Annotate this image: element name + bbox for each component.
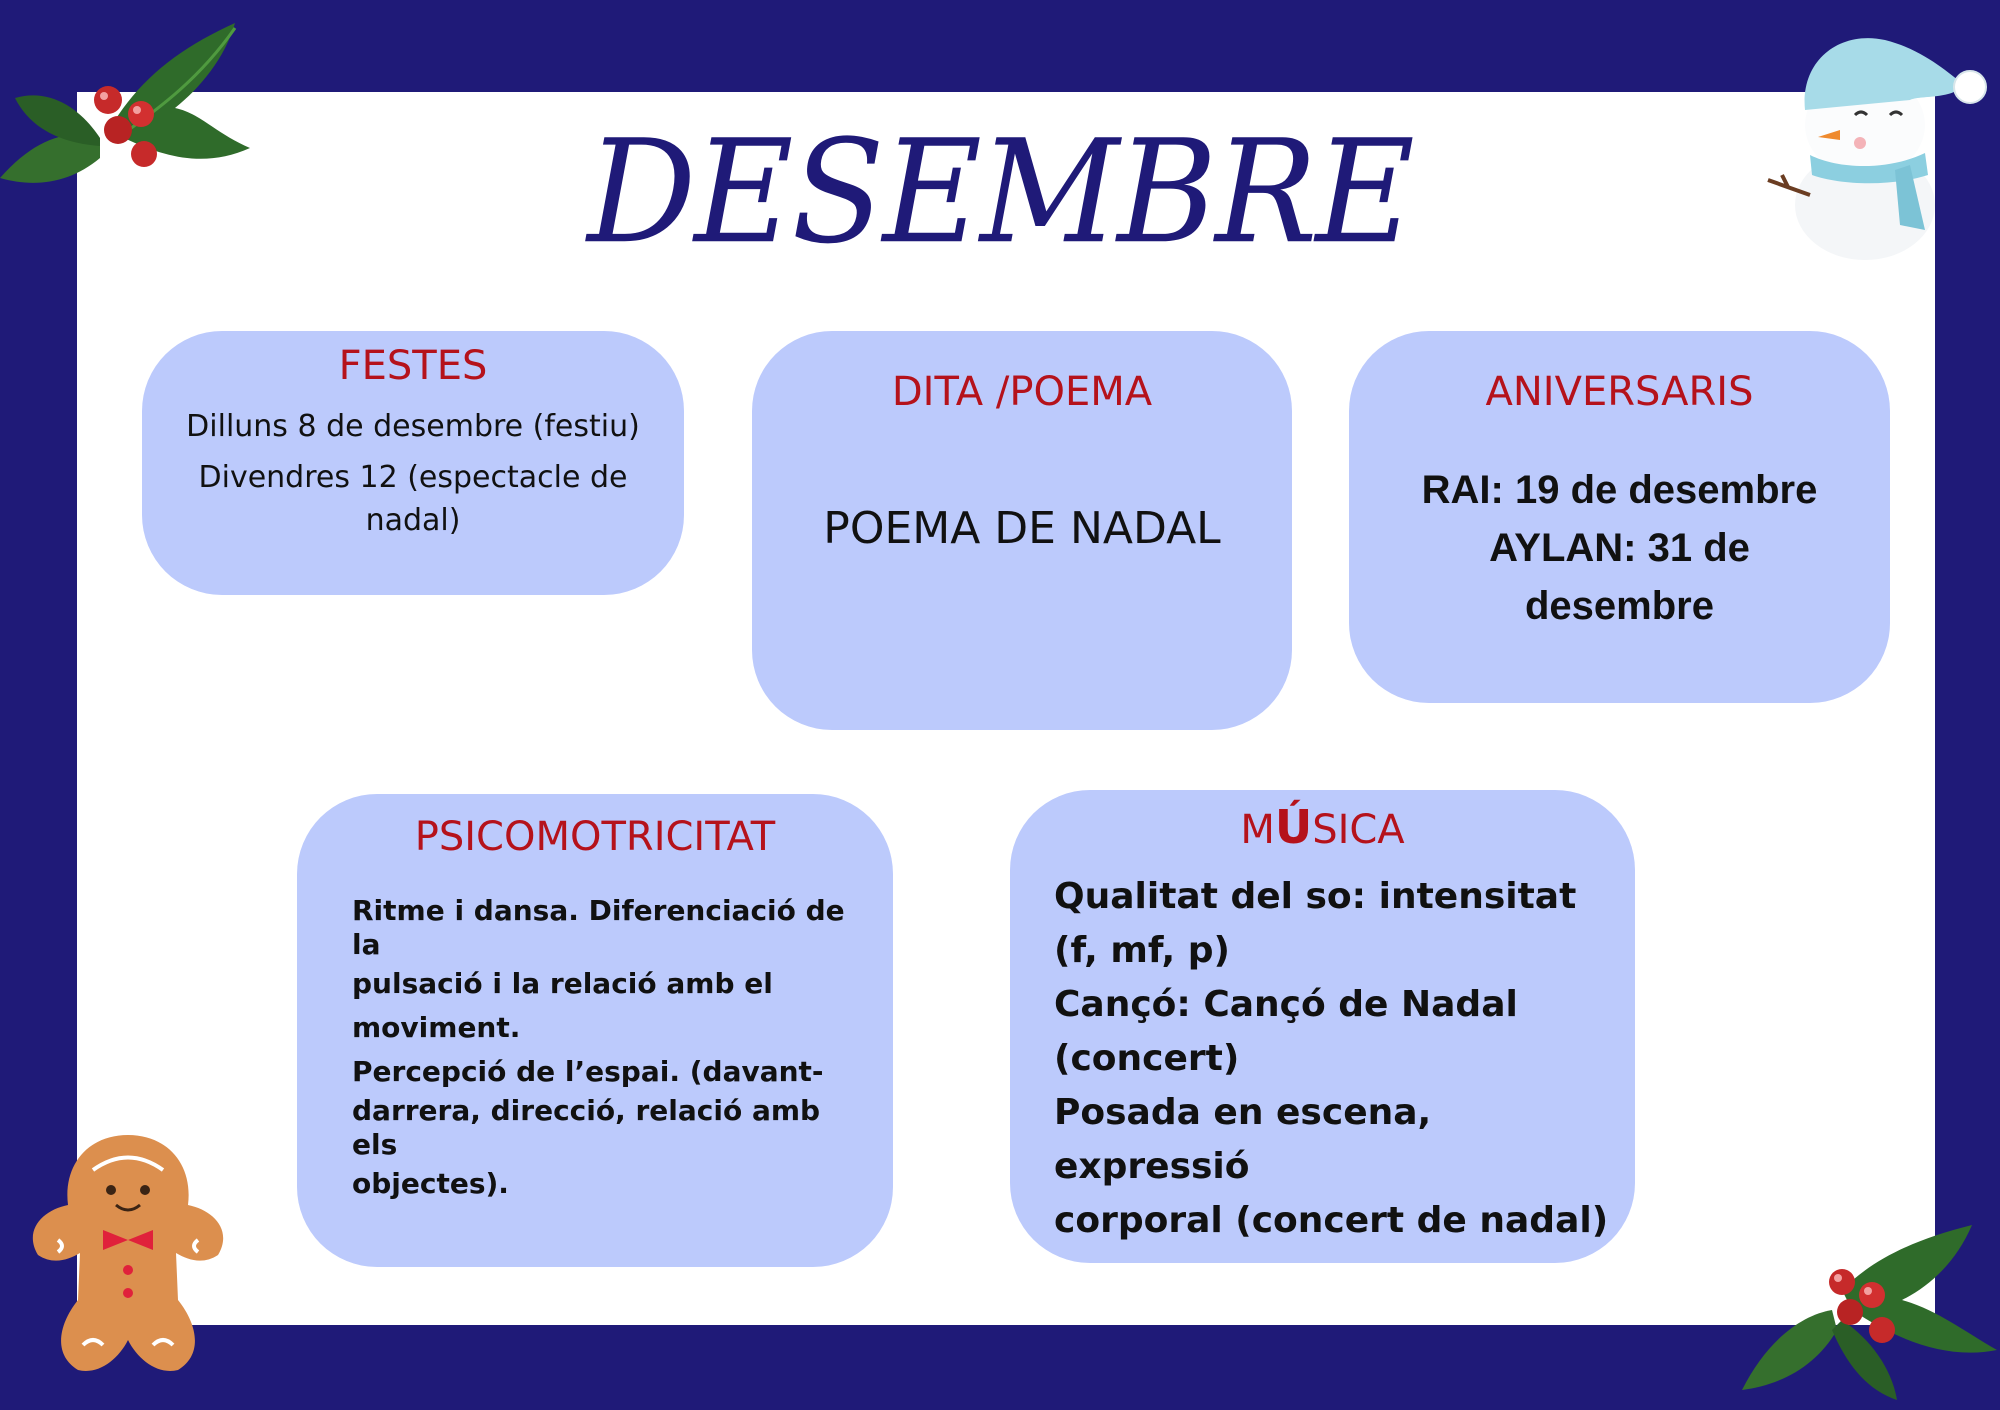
page-title: DESEMBRE	[587, 110, 1413, 276]
psicomotricitat-line: els	[352, 1128, 398, 1161]
psicomotricitat-line: darrera, direcció, relació amb	[352, 1094, 821, 1127]
musica-line: Qualitat del so: intensitat	[1054, 876, 1577, 917]
musica-card	[1010, 790, 1635, 1263]
psicomotricitat-line: pulsació i la relació amb el	[352, 967, 773, 1000]
festes-line: Dilluns 8 de desembre (festiu)	[186, 409, 640, 444]
musica-line: (f, mf, p)	[1054, 930, 1230, 971]
psicomotricitat-card	[297, 794, 893, 1267]
festes-line: Divendres 12 (espectacle de	[198, 460, 628, 495]
psicomotricitat-line: la	[352, 928, 381, 961]
festes-body	[162, 401, 664, 539]
aniversaris-line: AYLAN: 31 de	[1489, 526, 1750, 570]
aniversaris-heading: ANIVERSARIS	[1485, 369, 1754, 415]
musica-heading-accent: Ú	[1274, 800, 1313, 854]
aniversaris-body	[1379, 461, 1860, 635]
musica-line: Posada en escena, expressió	[1054, 1092, 1432, 1187]
aniversaris-line: RAI: 19 de desembre	[1421, 468, 1818, 512]
musica-line: corporal (concert de nadal)	[1054, 1200, 1609, 1241]
aniversaris-card	[1349, 331, 1890, 703]
psicomotricitat-line: objectes).	[352, 1167, 509, 1200]
festes-card	[142, 331, 684, 595]
aniversaris-line: desembre	[1525, 584, 1714, 628]
festes-line: nadal)	[365, 503, 461, 538]
psicomotricitat-body	[352, 894, 863, 1206]
musica-body	[1054, 870, 1615, 1248]
musica-line: Cançó: Cançó de Nadal	[1054, 984, 1518, 1025]
festes-heading: FESTES	[338, 343, 488, 389]
musica-heading-part: SICA	[1312, 807, 1405, 853]
musica-line: (concert)	[1054, 1038, 1240, 1079]
psicomotricitat-heading: PSICOMOTRICITAT	[414, 814, 776, 860]
musica-heading	[1010, 800, 1635, 854]
psicomotricitat-line: moviment.	[352, 1011, 521, 1044]
dita-poema-body: POEMA DE NADAL	[823, 503, 1221, 554]
psicomotricitat-line: Ritme i dansa. Diferenciació de	[352, 894, 845, 927]
dita-poema-card	[752, 331, 1292, 730]
holly-icon	[1722, 1200, 2000, 1400]
gingerbread-icon	[28, 1125, 228, 1385]
psicomotricitat-line: Percepció de l’espai. (davant-	[352, 1055, 824, 1088]
dita-poema-heading: DITA /POEMA	[891, 369, 1153, 415]
musica-heading-part: M	[1240, 807, 1275, 853]
